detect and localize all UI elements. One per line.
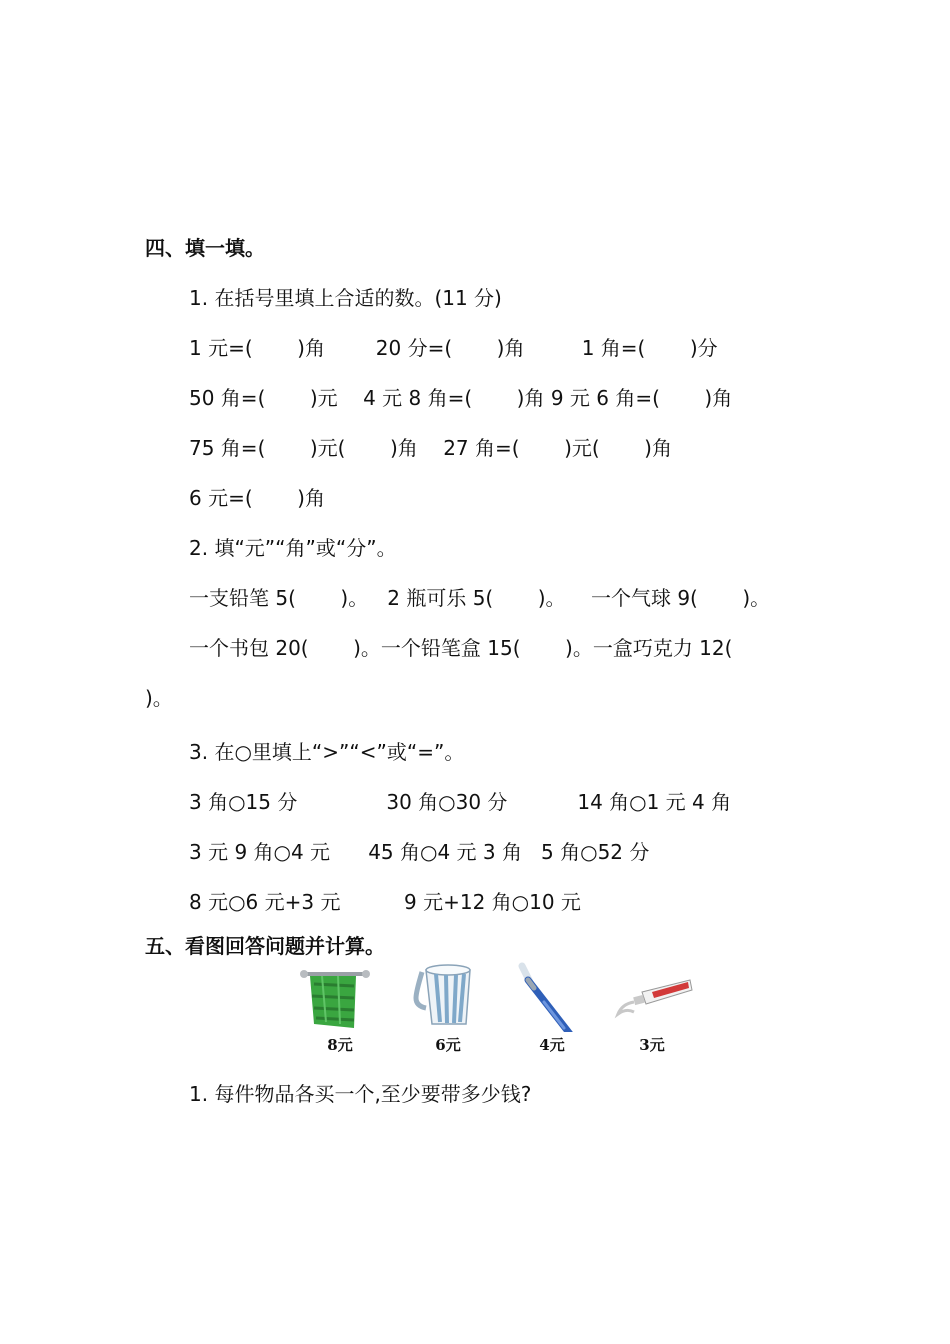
- toothbrush-price: 4元: [539, 1036, 565, 1054]
- section5-title: 五、看图回答问题并计算。: [145, 934, 385, 958]
- q3-line-3: 8 元○6 元+3 元 9 元+12 角○10 元: [189, 890, 581, 914]
- q2-line-1: 一支铅笔 5( )。 2 瓶可乐 5( )。 一个气球 9( )。: [189, 586, 771, 610]
- q3-line-2: 3 元 9 角○4 元 45 角○4 元 3 角 5 角○52 分: [189, 840, 650, 864]
- cup-icon: [408, 962, 488, 1032]
- section5-q1: 1. 每件物品各买一个,至少要带多少钱?: [189, 1082, 532, 1106]
- toothbrush-icon: [512, 962, 592, 1032]
- toothbrush-item: [512, 962, 592, 1062]
- q1-line-3: 75 角=( )元( )角 27 角=( )元( )角: [189, 436, 672, 460]
- towel-item: [300, 962, 380, 1062]
- cup-item: [408, 962, 488, 1062]
- q2-line-2: 一个书包 20( )。一个铅笔盒 15( )。一盒巧克力 12(: [189, 636, 733, 660]
- towel-price: 8元: [327, 1036, 353, 1054]
- section4-title: 四、填一填。: [145, 236, 265, 260]
- q2-line-3: )。: [145, 686, 173, 710]
- q1-title: 1. 在括号里填上合适的数。(11 分): [189, 286, 502, 310]
- q2-title: 2. 填“元”“角”或“分”。: [189, 536, 397, 560]
- towel-icon: [300, 962, 380, 1032]
- q3-title: 3. 在○里填上“>”“<”或“=”。: [189, 740, 465, 764]
- toothpaste-item: [612, 962, 692, 1062]
- q1-line-2: 50 角=( )元 4 元 8 角=( )角 9 元 6 角=( )角: [189, 386, 733, 410]
- q3-line-1: 3 角○15 分 30 角○30 分 14 角○1 元 4 角: [189, 790, 732, 814]
- q1-line-1: 1 元=( )角 20 分=( )角 1 角=( )分: [189, 336, 718, 360]
- toothpaste-price: 3元: [639, 1036, 665, 1054]
- toothpaste-icon: [612, 962, 702, 1032]
- q1-line-4: 6 元=( )角: [189, 486, 325, 510]
- cup-price: 6元: [435, 1036, 461, 1054]
- item-strip: [300, 962, 700, 1062]
